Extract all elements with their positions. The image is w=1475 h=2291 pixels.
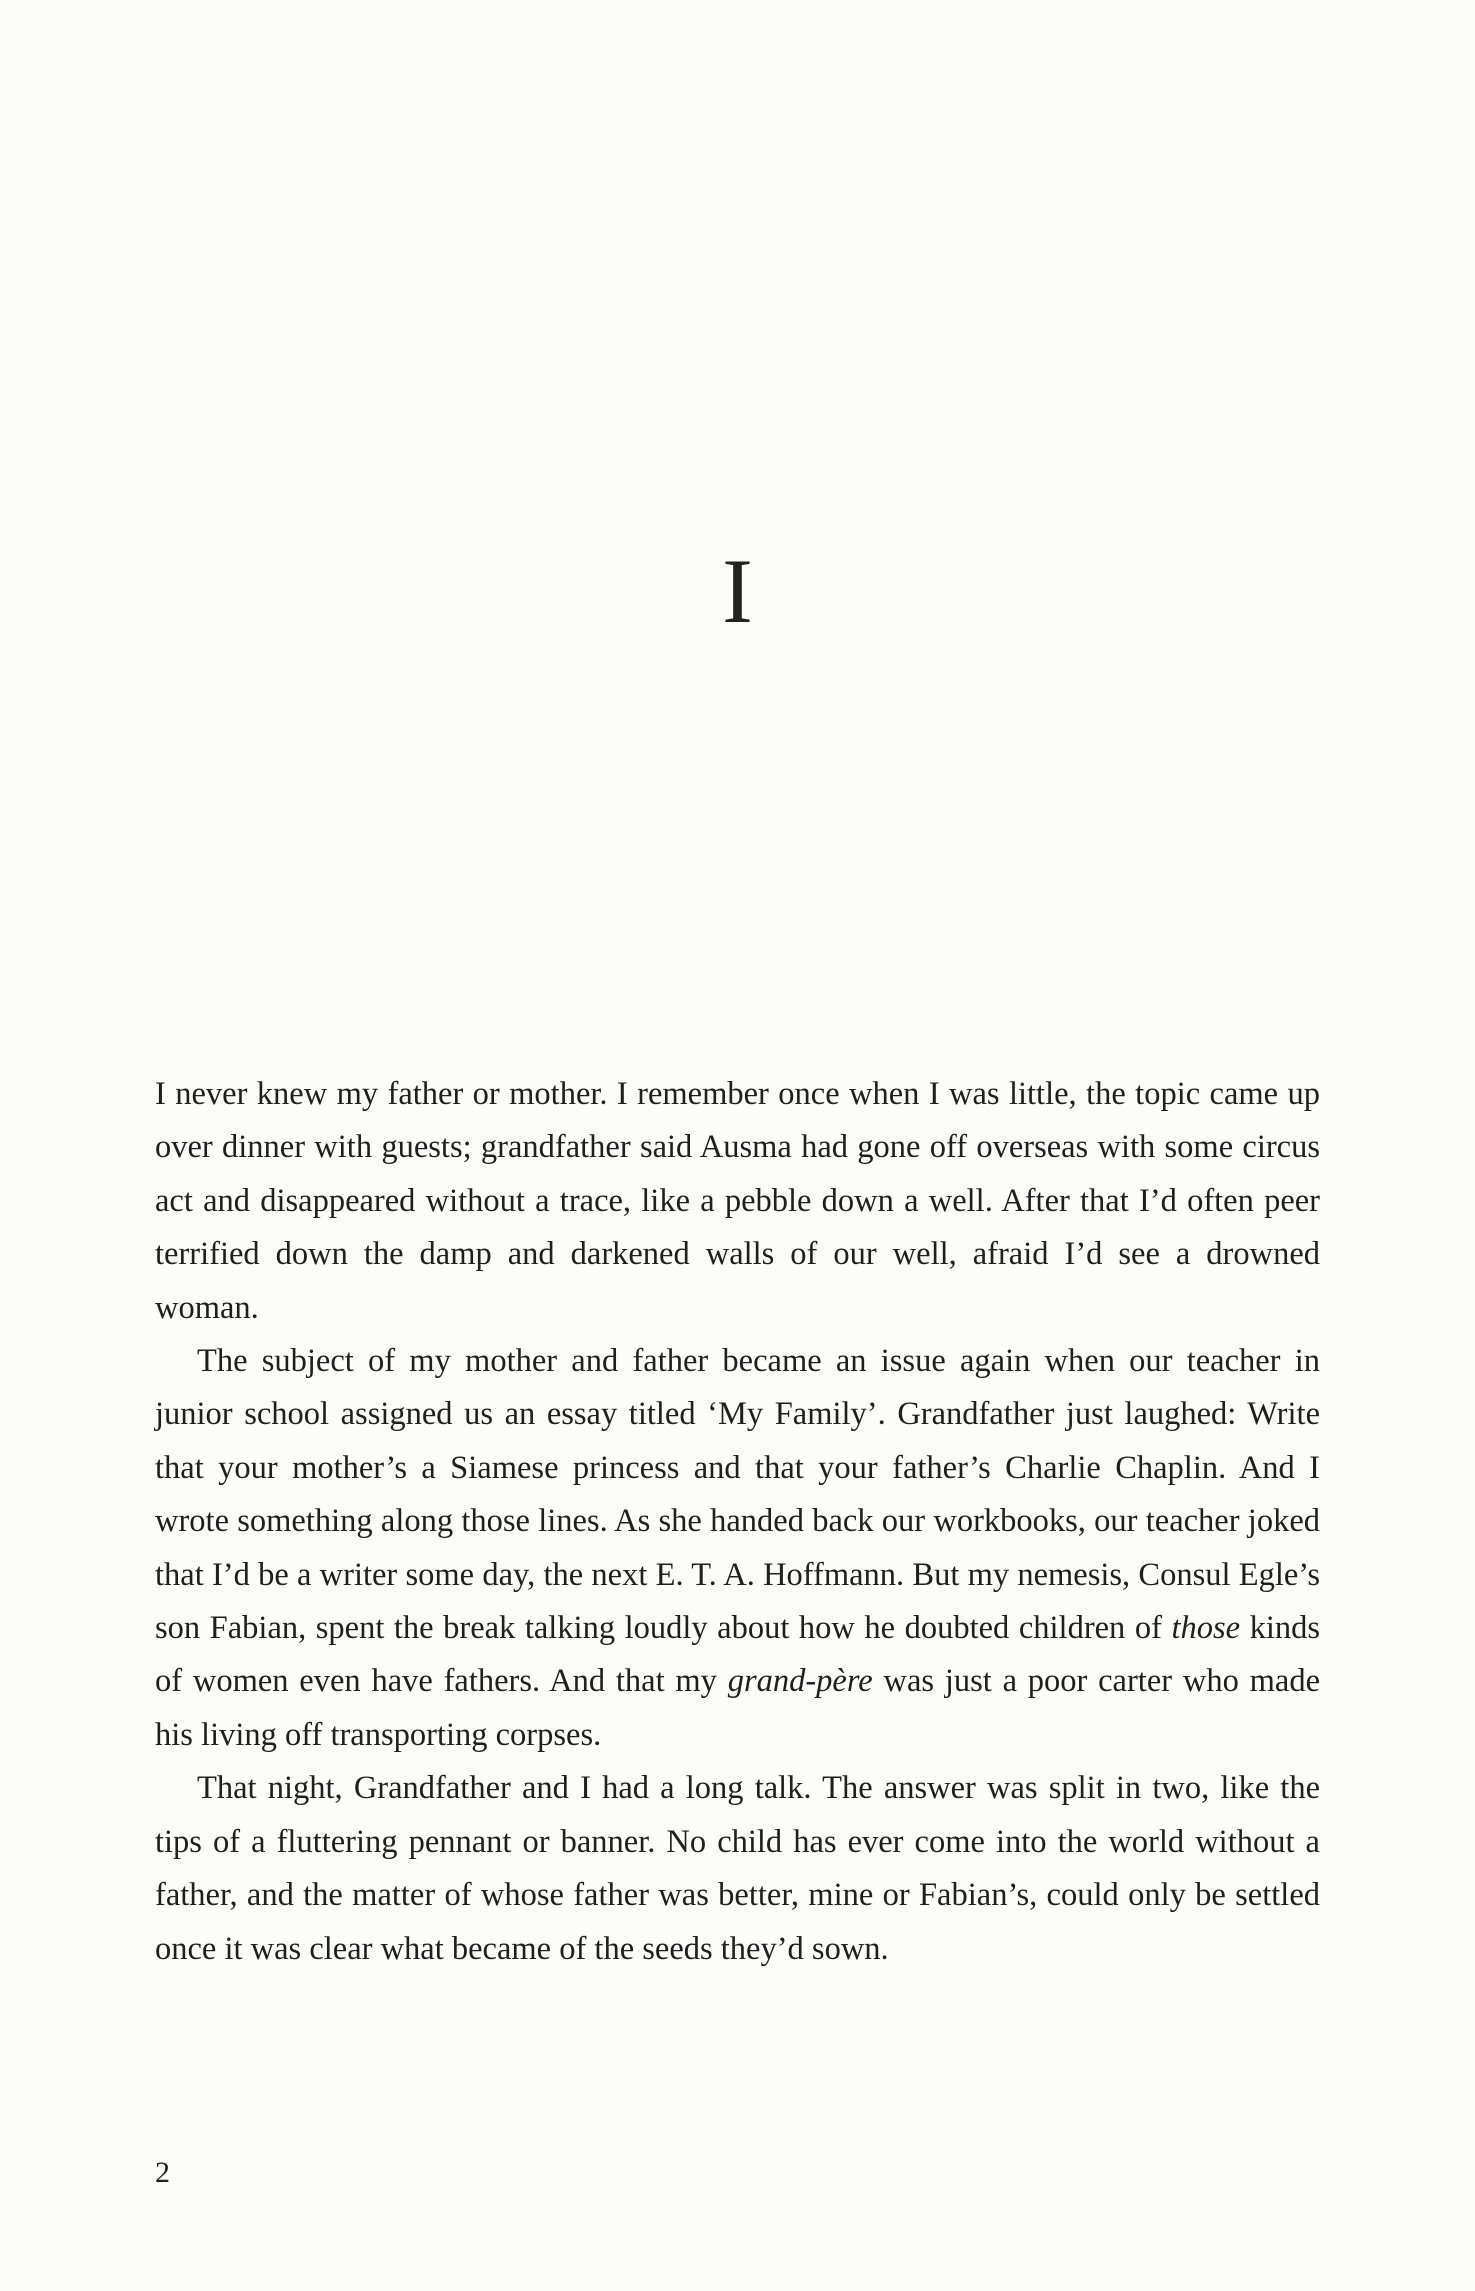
emphasis-those: those: [1171, 1610, 1241, 1647]
paragraph-2-text-b: kinds of women even have fathers. And that my: [155, 1610, 1320, 1700]
paragraph-1: I never knew my father or mother. I remember once when I was little, the topic came up over dinner with guests; grandfather said Ausma had gone off overseas with some circus act and disappeared without a trace, like a pebble down a well. After that I’d often peer terrified down the damp and darkened walls of our well, afraid I’d see a drowned woman.: [155, 1076, 1320, 1326]
paragraph-3: That night, Grandfather and I had a long talk. The answer was split in two, like the tips of a fluttering pennant or banner. No child has ever come into the world without a father, and the matter of whose father was better, mine or Fabian’s, could only be settled once it was clear what became of the seeds they’d sown.: [155, 1770, 1320, 1967]
chapter-number: I: [722, 540, 753, 642]
chapter-body-text: [155, 1068, 1320, 1976]
paragraph-2-text-c: was just a poor carter who made his living off transporting corpses.: [155, 1663, 1320, 1753]
paragraph-2-text-a: The subject of my mother and father became an issue again when our teacher in junior school assigned us an essay titled ‘My Family’. Grandfather just laughed: Write that your mother’s a Siamese princess and that your father’s Charlie Chaplin. And I wrote something along those lines. As she handed back our workbooks, our teacher joked that I’d be a writer some day, the next E. T. A. Hoffmann. But my nemesis, Consul Egle’s son Fabian, spent the break talking loudly about how he doubted children of: [155, 1343, 1320, 1647]
emphasis-grand-pere: grand-père: [727, 1663, 873, 1700]
page-number: 2: [155, 2156, 170, 2189]
paragraph-2: [155, 1335, 1320, 1762]
